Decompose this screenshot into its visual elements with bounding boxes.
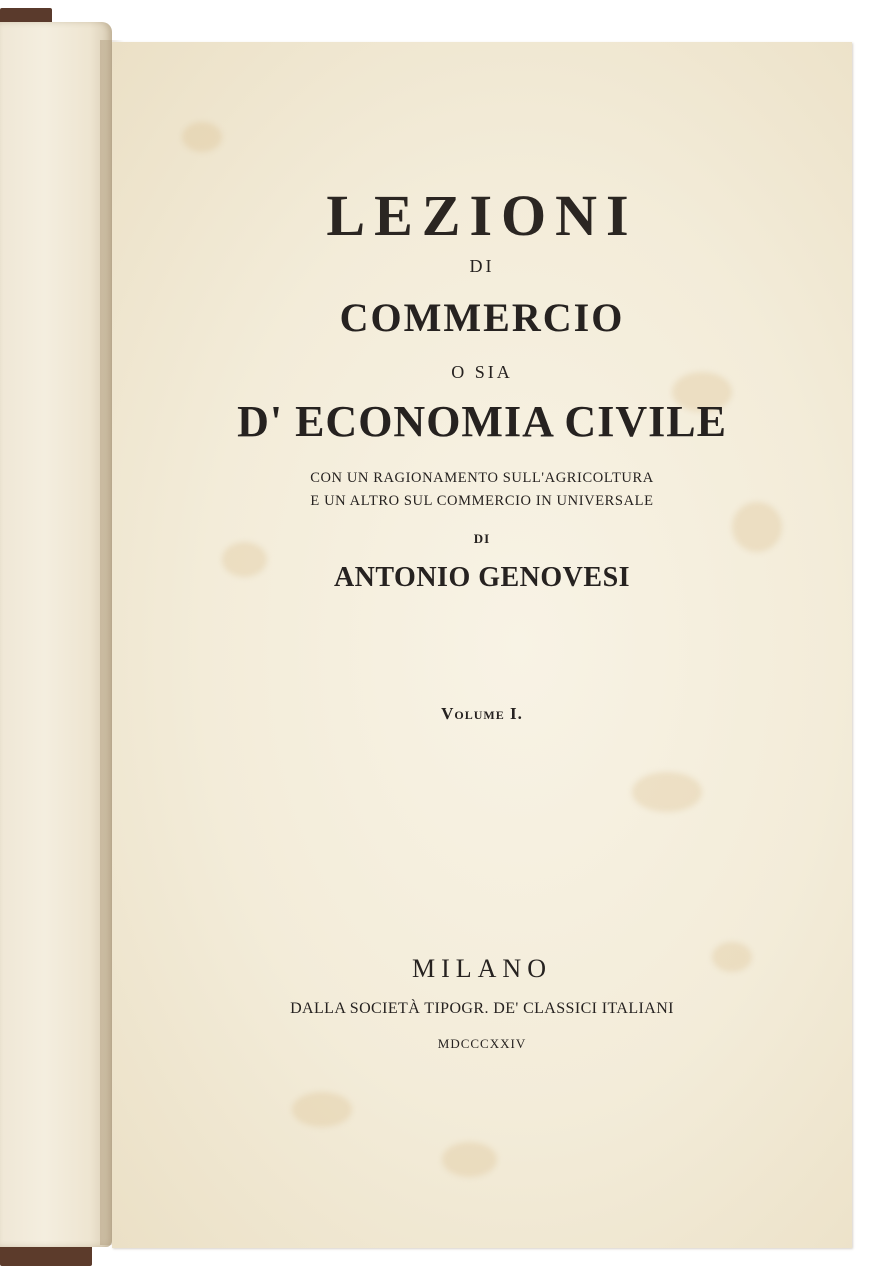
volume-label: Volume I.: [441, 704, 523, 723]
author-name: ANTONIO GENOVESI: [333, 562, 631, 593]
title-connector-alt: O SIA: [451, 362, 513, 382]
author-connector: DI: [473, 531, 491, 546]
flyleaf-page: [0, 22, 112, 1247]
book-subject-alt: D' ECONOMIA CIVILE: [237, 397, 727, 446]
foxing-spot: [292, 1092, 352, 1127]
printer-imprint: DALLA SOCIETÀ TIPOGR. DE' CLASSICI ITALIANI: [290, 1000, 674, 1017]
publication-place: MILANO: [412, 954, 552, 983]
foxing-spot: [442, 1142, 497, 1177]
title-connector: DI: [469, 256, 495, 276]
subtitle-line-1: CON UN RAGIONAMENTO SULL'AGRICOLTURA: [310, 470, 654, 486]
subtitle-line-2: E UN ALTRO SUL COMMERCIO IN UNIVERSALE: [310, 493, 654, 509]
foxing-spot: [632, 772, 702, 812]
book-title: LEZIONI: [326, 183, 638, 248]
foxing-spot: [182, 122, 222, 152]
publication-year: MDCCCXXIV: [437, 1036, 527, 1051]
book-subject: COMMERCIO: [339, 295, 625, 340]
title-page: [112, 42, 852, 1248]
